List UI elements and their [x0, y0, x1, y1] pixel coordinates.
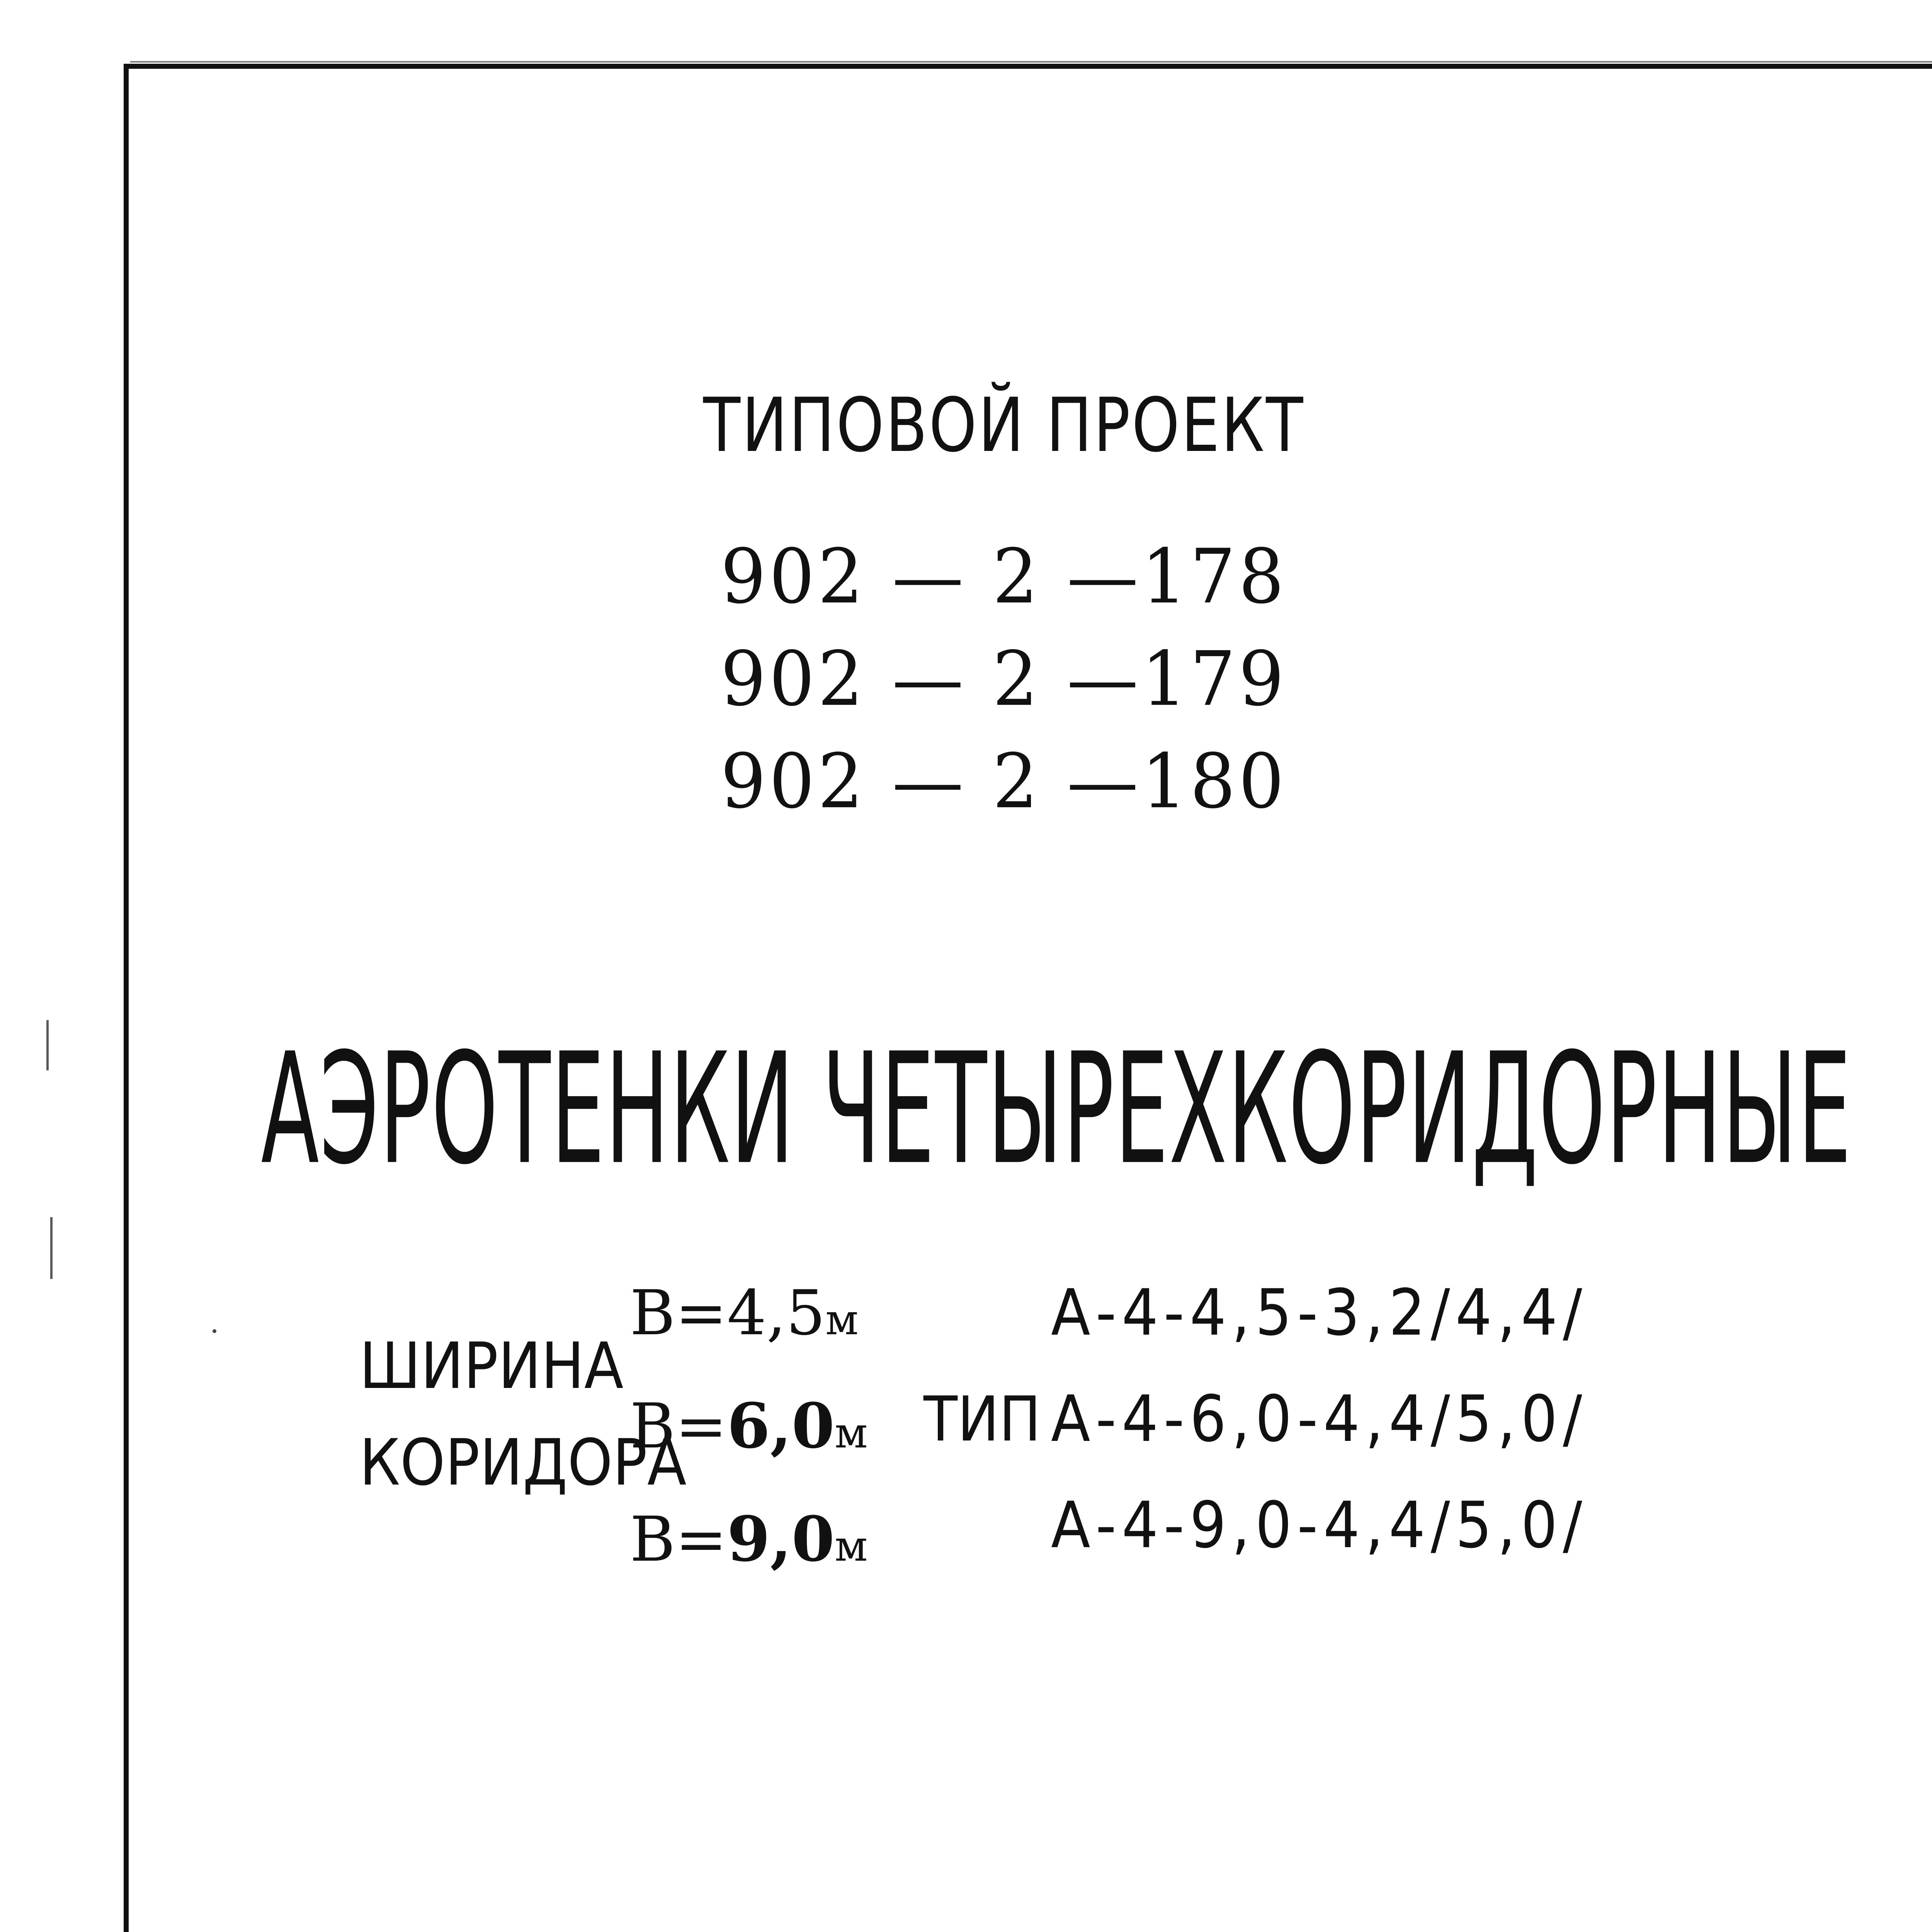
scan-speck	[213, 1329, 216, 1333]
corridor-width-values	[630, 1260, 868, 1599]
width-row-2: B=6,0м	[630, 1389, 868, 1462]
caption-line-2: КОРИДОРА	[359, 1425, 687, 1500]
binding-mark-bottom	[50, 1217, 53, 1279]
project-code-3: 902 — 2 —180	[720, 737, 1287, 825]
width-row-1: B=4,5м	[630, 1277, 859, 1349]
sheet-frame	[124, 64, 1932, 1932]
document-title: АЭРОТЕНКИ ЧЕТЫРЕХКОРИДОРНЫЕ	[261, 1020, 1852, 1198]
type-code-2: А-4-6,0-4,4/5,0/	[1051, 1382, 1588, 1456]
project-code-1: 902 — 2 —178	[720, 532, 1287, 621]
type-code-3: А-4-9,0-4,4/5,0/	[1051, 1488, 1588, 1562]
type-codes	[1051, 1260, 1588, 1578]
project-code-2: 902 — 2 —179	[720, 635, 1287, 723]
type-label: ТИП	[923, 1383, 1041, 1455]
width-row-3: B=9,0м	[630, 1503, 868, 1575]
binding-mark-top	[46, 1020, 49, 1070]
corridor-width-table	[359, 1260, 1634, 1575]
type-code-1: А-4-4,5-3,2/4,4/	[1051, 1276, 1588, 1350]
project-label: ТИПОВОЙ ПРОЕКТ	[703, 382, 1305, 469]
caption-line-1: ШИРИНА	[359, 1329, 624, 1403]
project-codes	[0, 526, 1932, 833]
